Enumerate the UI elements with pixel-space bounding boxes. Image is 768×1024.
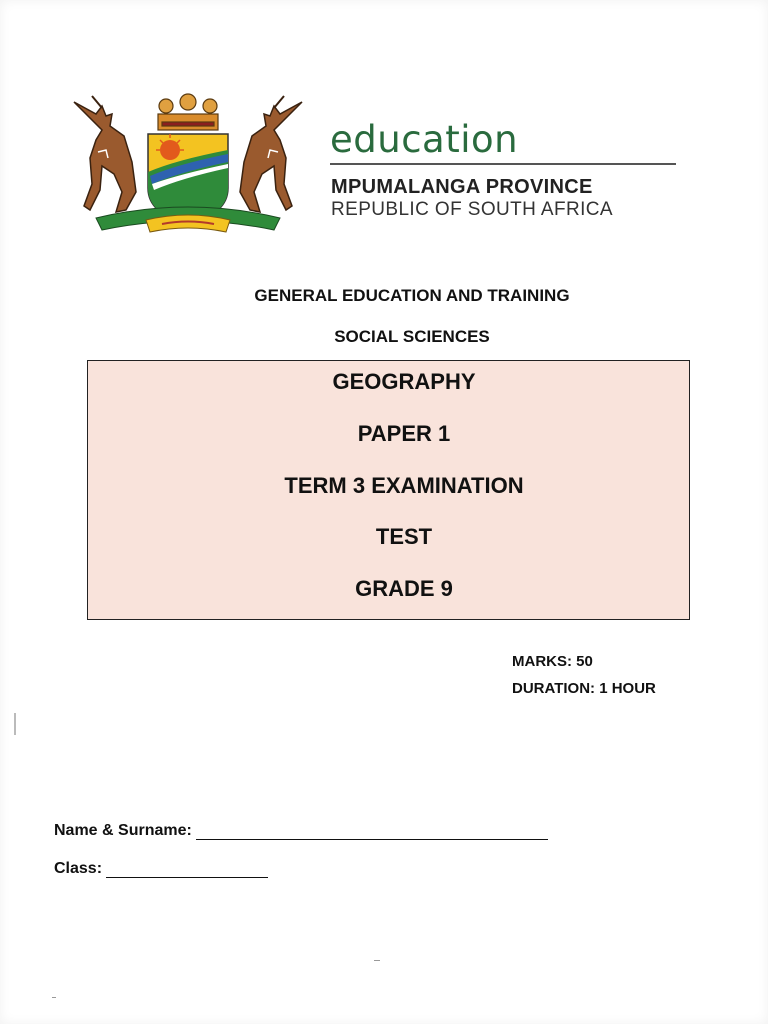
subject-heading: SOCIAL SCIENCES	[334, 327, 490, 346]
scan-speck	[374, 960, 380, 961]
province-name: MPUMALANGA PROVINCE	[331, 176, 593, 198]
name-surname-label: Name & Surname:	[54, 822, 192, 839]
exam-paper: PAPER 1	[357, 421, 451, 446]
brand-divider	[330, 163, 676, 165]
exam-grade: GRADE 9	[355, 576, 453, 601]
scan-edge-mark	[14, 713, 16, 735]
crown	[158, 94, 218, 130]
class-label: Class:	[54, 860, 103, 877]
country-name: REPUBLIC OF SOUTH AFRICA	[331, 199, 613, 220]
exam-type: TEST	[375, 524, 433, 549]
marks-label: MARKS: 50	[512, 653, 593, 670]
name-surname-field	[54, 822, 548, 840]
class-field	[54, 860, 268, 878]
mpumalanga-coat-of-arms-icon	[66, 92, 310, 242]
class-blank[interactable]	[106, 861, 268, 878]
duration-label: DURATION: 1 HOUR	[512, 680, 656, 697]
brand-wordmark: education	[330, 118, 519, 161]
exam-subject: GEOGRAPHY	[332, 369, 476, 394]
right-supporter	[240, 96, 302, 212]
scan-speck	[52, 997, 56, 998]
exam-term: TERM 3 EXAMINATION	[284, 473, 524, 498]
left-supporter	[74, 96, 136, 212]
exam-title-box	[87, 360, 690, 620]
name-surname-blank[interactable]	[196, 823, 548, 840]
phase-heading: GENERAL EDUCATION AND TRAINING	[254, 286, 570, 305]
